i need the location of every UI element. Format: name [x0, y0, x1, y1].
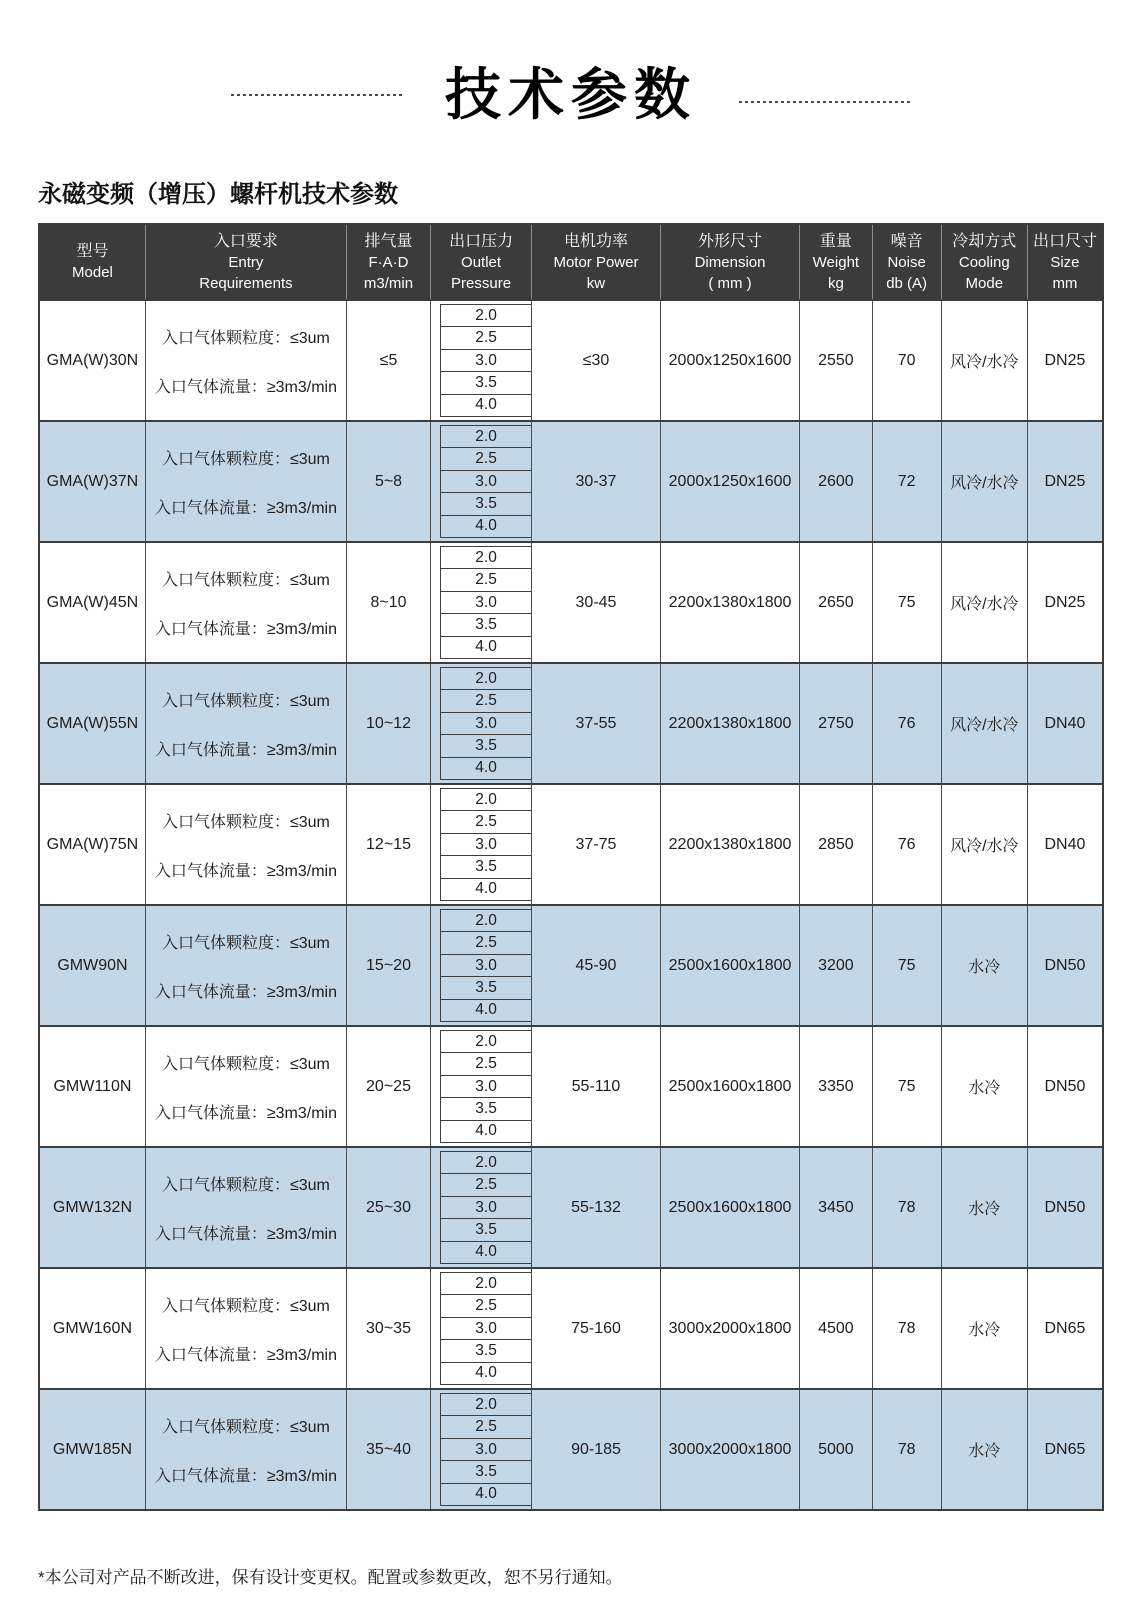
pressure-value: 2.0	[440, 909, 531, 932]
noise-cell: 75	[872, 1026, 941, 1147]
fad-cell: 25~30	[346, 1147, 430, 1268]
page-title: 技术参数	[445, 63, 697, 127]
entry-line: 入口气体颗粒度：≤3um	[161, 329, 330, 347]
pressure-stack	[431, 1390, 531, 1509]
fad-cell: 12~15	[346, 784, 430, 905]
pressure-value: 3.5	[440, 855, 531, 878]
column-header-5	[660, 224, 799, 300]
weight-cell: 3200	[800, 905, 872, 1026]
outlet-pressure-cell	[431, 542, 532, 663]
table-row-GMA(W)37N	[39, 421, 1103, 542]
entry-requirements-cell	[145, 1389, 346, 1510]
entry-line: 入口气体颗粒度：≤3um	[161, 1055, 330, 1073]
column-header-6	[800, 224, 872, 300]
dimension-cell: 3000x2000x1800	[660, 1268, 799, 1389]
entry-lines	[146, 1269, 346, 1388]
fad-cell: 15~20	[346, 905, 430, 1026]
fad-cell: ≤5	[346, 300, 430, 421]
outlet-pressure-cell	[431, 1389, 532, 1510]
model-cell: GMA(W)75N	[39, 784, 145, 905]
pressure-value: 2.0	[440, 788, 531, 811]
entry-line: 入口气体颗粒度：≤3um	[161, 813, 330, 831]
column-header-en: Requirements	[199, 274, 293, 292]
noise-cell: 75	[872, 905, 941, 1026]
entry-requirements-cell	[145, 784, 346, 905]
weight-cell: 2600	[800, 421, 872, 542]
table-header-row	[39, 224, 1103, 300]
motor-power-cell: 30-37	[532, 421, 661, 542]
dimension-cell: 2200x1380x1800	[660, 663, 799, 784]
weight-cell: 2850	[800, 784, 872, 905]
pressure-value: 3.0	[440, 1317, 531, 1340]
table-row-GMA(W)30N	[39, 300, 1103, 421]
cooling-mode-cell: 水冷	[941, 905, 1027, 1026]
outlet-pressure-cell	[431, 1026, 532, 1147]
pressure-value: 3.5	[440, 613, 531, 636]
entry-line: 入口气体流量：≥3m3/min	[154, 1346, 337, 1364]
noise-cell: 76	[872, 663, 941, 784]
cooling-mode-cell: 风冷/水冷	[941, 542, 1027, 663]
weight-cell: 2750	[800, 663, 872, 784]
cooling-mode-cell: 风冷/水冷	[941, 784, 1027, 905]
entry-line: 入口气体颗粒度：≤3um	[161, 1297, 330, 1315]
noise-cell: 78	[872, 1389, 941, 1510]
table-row-GMA(W)45N	[39, 542, 1103, 663]
outlet-size-cell: DN50	[1027, 1147, 1103, 1268]
pressure-value: 3.5	[440, 1218, 531, 1241]
column-header-en: Model	[72, 264, 113, 282]
pressure-value: 2.0	[440, 667, 531, 690]
column-header-en: m3/min	[363, 274, 414, 292]
noise-cell: 76	[872, 784, 941, 905]
noise-cell: 78	[872, 1268, 941, 1389]
column-header-en: Cooling	[958, 254, 1010, 272]
fad-cell: 20~25	[346, 1026, 430, 1147]
noise-cell: 78	[872, 1147, 941, 1268]
noise-cell: 75	[872, 542, 941, 663]
pressure-value: 3.0	[440, 1075, 531, 1098]
column-header-en: Size	[1050, 254, 1080, 272]
outlet-size-cell: DN50	[1027, 1026, 1103, 1147]
dimension-cell: 2000x1250x1600	[660, 421, 799, 542]
spec-table	[38, 223, 1104, 1511]
pressure-value: 3.0	[440, 349, 531, 372]
pressure-value: 2.0	[440, 1393, 531, 1416]
column-header-en: kg	[827, 274, 844, 292]
column-header-en: Noise	[887, 254, 926, 272]
column-header-en: Motor Power	[553, 254, 639, 272]
model-cell: GMW160N	[39, 1268, 145, 1389]
model-cell: GMA(W)55N	[39, 663, 145, 784]
pressure-value: 2.5	[440, 931, 531, 954]
cooling-mode-cell: 风冷/水冷	[941, 421, 1027, 542]
pressure-value: 2.5	[440, 326, 531, 349]
table-row-GMA(W)75N	[39, 784, 1103, 905]
column-header-zh: 电机功率	[563, 233, 628, 251]
column-header-8	[941, 224, 1027, 300]
pressure-value: 2.0	[440, 304, 531, 327]
motor-power-cell: 55-132	[532, 1147, 661, 1268]
pressure-value: 2.0	[440, 1272, 531, 1295]
motor-power-cell: 45-90	[532, 905, 661, 1026]
title-right-dash	[739, 101, 911, 103]
pressure-value: 2.5	[440, 1294, 531, 1317]
entry-lines	[146, 1148, 346, 1267]
outlet-size-cell: DN25	[1027, 300, 1103, 421]
entry-lines	[146, 785, 346, 904]
pressure-value: 3.5	[440, 1097, 531, 1120]
entry-line: 入口气体流量：≥3m3/min	[154, 499, 337, 517]
entry-lines	[146, 1390, 346, 1509]
outlet-pressure-cell	[431, 1268, 532, 1389]
motor-power-cell: 90-185	[532, 1389, 661, 1510]
cooling-mode-cell: 水冷	[941, 1389, 1027, 1510]
pressure-value: 2.5	[440, 689, 531, 712]
entry-lines	[146, 422, 346, 541]
pressure-value: 4.0	[440, 1362, 531, 1385]
column-header-3	[431, 224, 532, 300]
entry-lines	[146, 906, 346, 1025]
outlet-size-cell: DN65	[1027, 1268, 1103, 1389]
entry-line: 入口气体颗粒度：≤3um	[161, 1418, 330, 1436]
column-header-zh: 出口压力	[449, 233, 514, 251]
pressure-stack	[431, 664, 531, 783]
entry-lines	[146, 664, 346, 783]
fad-cell: 8~10	[346, 542, 430, 663]
column-header-zh: 噪音	[890, 233, 923, 251]
pressure-value: 4.0	[440, 1241, 531, 1264]
column-header-en: ( mm )	[708, 274, 752, 292]
pressure-stack	[431, 422, 531, 541]
model-cell: GMW110N	[39, 1026, 145, 1147]
weight-cell: 5000	[800, 1389, 872, 1510]
column-header-zh: 冷却方式	[952, 233, 1017, 251]
dimension-cell: 2200x1380x1800	[660, 542, 799, 663]
dimension-cell: 2000x1250x1600	[660, 300, 799, 421]
outlet-size-cell: DN25	[1027, 421, 1103, 542]
model-cell: GMW185N	[39, 1389, 145, 1510]
entry-requirements-cell	[145, 905, 346, 1026]
table-body	[39, 300, 1103, 1510]
outlet-pressure-cell	[431, 1147, 532, 1268]
column-header-en: mm	[1052, 274, 1078, 292]
motor-power-cell: 30-45	[532, 542, 661, 663]
noise-cell: 70	[872, 300, 941, 421]
weight-cell: 3450	[800, 1147, 872, 1268]
motor-power-cell: 75-160	[532, 1268, 661, 1389]
column-header-zh: 排气量	[364, 233, 413, 251]
model-cell: GMW90N	[39, 905, 145, 1026]
pressure-value: 2.0	[440, 546, 531, 569]
cooling-mode-cell: 水冷	[941, 1147, 1027, 1268]
entry-requirements-cell	[145, 1147, 346, 1268]
column-header-zh: 外形尺寸	[698, 233, 763, 251]
entry-requirements-cell	[145, 663, 346, 784]
column-header-4	[532, 224, 661, 300]
cooling-mode-cell: 水冷	[941, 1268, 1027, 1389]
page-title-block	[0, 0, 1142, 140]
pressure-value: 3.5	[440, 976, 531, 999]
cooling-mode-cell: 风冷/水冷	[941, 663, 1027, 784]
entry-line: 入口气体流量：≥3m3/min	[154, 983, 337, 1001]
pressure-value: 2.5	[440, 810, 531, 833]
pressure-stack	[431, 543, 531, 662]
table-header	[39, 224, 1103, 300]
outlet-pressure-cell	[431, 784, 532, 905]
pressure-stack	[431, 1148, 531, 1267]
pressure-value: 3.0	[440, 954, 531, 977]
outlet-pressure-cell	[431, 905, 532, 1026]
entry-requirements-cell	[145, 542, 346, 663]
column-header-en: Outlet	[461, 254, 502, 272]
column-header-zh: 型号	[76, 243, 109, 261]
entry-line: 入口气体流量：≥3m3/min	[154, 741, 337, 759]
outlet-pressure-cell	[431, 421, 532, 542]
pressure-value: 4.0	[440, 394, 531, 417]
pressure-value: 3.0	[440, 591, 531, 614]
cooling-mode-cell: 风冷/水冷	[941, 300, 1027, 421]
pressure-value: 3.5	[440, 1339, 531, 1362]
fad-cell: 35~40	[346, 1389, 430, 1510]
outlet-size-cell: DN40	[1027, 784, 1103, 905]
entry-line: 入口气体颗粒度：≤3um	[161, 934, 330, 952]
weight-cell: 2650	[800, 542, 872, 663]
column-header-7	[872, 224, 941, 300]
column-header-9	[1027, 224, 1103, 300]
pressure-value: 3.0	[440, 1196, 531, 1219]
title-left-dash	[231, 94, 403, 96]
pressure-value: 3.5	[440, 371, 531, 394]
table-row-GMW90N	[39, 905, 1103, 1026]
outlet-pressure-cell	[431, 663, 532, 784]
column-header-en: Mode	[965, 274, 1004, 292]
column-header-zh: 重量	[819, 233, 852, 251]
table-row-GMW160N	[39, 1268, 1103, 1389]
pressure-value: 2.0	[440, 1030, 531, 1053]
weight-cell: 2550	[800, 300, 872, 421]
entry-line: 入口气体颗粒度：≤3um	[161, 450, 330, 468]
dimension-cell: 2200x1380x1800	[660, 784, 799, 905]
cooling-mode-cell: 水冷	[941, 1026, 1027, 1147]
motor-power-cell: 37-75	[532, 784, 661, 905]
column-header-en: Pressure	[451, 274, 512, 292]
entry-line: 入口气体流量：≥3m3/min	[154, 620, 337, 638]
column-header-1	[145, 224, 346, 300]
pressure-value: 3.5	[440, 492, 531, 515]
outlet-size-cell: DN65	[1027, 1389, 1103, 1510]
entry-line: 入口气体颗粒度：≤3um	[161, 692, 330, 710]
entry-line: 入口气体颗粒度：≤3um	[161, 571, 330, 589]
entry-line: 入口气体流量：≥3m3/min	[154, 1104, 337, 1122]
table-row-GMW110N	[39, 1026, 1103, 1147]
outlet-size-cell: DN50	[1027, 905, 1103, 1026]
weight-cell: 4500	[800, 1268, 872, 1389]
pressure-stack	[431, 785, 531, 904]
weight-cell: 3350	[800, 1026, 872, 1147]
entry-line: 入口气体流量：≥3m3/min	[154, 1467, 337, 1485]
column-header-en: Dimension	[694, 254, 766, 272]
pressure-value: 3.5	[440, 734, 531, 757]
motor-power-cell: 55-110	[532, 1026, 661, 1147]
dimension-cell: 2500x1600x1800	[660, 1026, 799, 1147]
column-header-en: Weight	[812, 254, 860, 272]
entry-requirements-cell	[145, 421, 346, 542]
model-cell: GMA(W)30N	[39, 300, 145, 421]
entry-line: 入口气体流量：≥3m3/min	[154, 1225, 337, 1243]
pressure-stack	[431, 301, 531, 420]
model-cell: GMA(W)37N	[39, 421, 145, 542]
pressure-value: 2.0	[440, 1151, 531, 1174]
pressure-value: 4.0	[440, 1483, 531, 1506]
column-header-en: db (A)	[886, 274, 928, 292]
motor-power-cell: ≤30	[532, 300, 661, 421]
motor-power-cell: 37-55	[532, 663, 661, 784]
pressure-value: 4.0	[440, 999, 531, 1022]
fad-cell: 10~12	[346, 663, 430, 784]
noise-cell: 72	[872, 421, 941, 542]
pressure-value: 3.0	[440, 833, 531, 856]
outlet-size-cell: DN40	[1027, 663, 1103, 784]
pressure-value: 2.5	[440, 1173, 531, 1196]
entry-line: 入口气体颗粒度：≤3um	[161, 1176, 330, 1194]
dimension-cell: 2500x1600x1800	[660, 1147, 799, 1268]
pressure-value: 3.0	[440, 470, 531, 493]
pressure-value: 3.0	[440, 1438, 531, 1461]
entry-lines	[146, 301, 346, 420]
dimension-cell: 2500x1600x1800	[660, 905, 799, 1026]
fad-cell: 30~35	[346, 1268, 430, 1389]
model-cell: GMA(W)45N	[39, 542, 145, 663]
entry-lines	[146, 543, 346, 662]
entry-requirements-cell	[145, 1026, 346, 1147]
column-header-0	[39, 224, 145, 300]
fad-cell: 5~8	[346, 421, 430, 542]
pressure-value: 3.0	[440, 712, 531, 735]
column-header-2	[346, 224, 430, 300]
pressure-stack	[431, 906, 531, 1025]
section-subtitle: 永磁变频（增压）螺杆机技术参数	[38, 181, 398, 208]
entry-line: 入口气体流量：≥3m3/min	[154, 378, 337, 396]
pressure-value: 2.0	[440, 425, 531, 448]
outlet-pressure-cell	[431, 300, 532, 421]
model-cell: GMW132N	[39, 1147, 145, 1268]
column-header-en: Entry	[228, 254, 264, 272]
entry-line: 入口气体流量：≥3m3/min	[154, 862, 337, 880]
pressure-value: 2.5	[440, 1052, 531, 1075]
column-header-zh: 入口要求	[213, 233, 278, 251]
pressure-value: 2.5	[440, 447, 531, 470]
pressure-value: 4.0	[440, 636, 531, 659]
pressure-value: 2.5	[440, 1415, 531, 1438]
pressure-value: 4.0	[440, 515, 531, 538]
pressure-value: 2.5	[440, 568, 531, 591]
pressure-value: 4.0	[440, 757, 531, 780]
entry-requirements-cell	[145, 300, 346, 421]
pressure-value: 3.5	[440, 1460, 531, 1483]
footnote: *本公司对产品不断改进，保有设计变更权。配置或参数更改，恕不另行通知。	[38, 1568, 623, 1587]
pressure-value: 4.0	[440, 1120, 531, 1143]
table-row-GMW132N	[39, 1147, 1103, 1268]
outlet-size-cell: DN25	[1027, 542, 1103, 663]
entry-lines	[146, 1027, 346, 1146]
table-row-GMW185N	[39, 1389, 1103, 1510]
column-header-en: F·A·D	[368, 254, 409, 272]
pressure-stack	[431, 1027, 531, 1146]
pressure-stack	[431, 1269, 531, 1388]
pressure-value: 4.0	[440, 878, 531, 901]
column-header-zh: 出口尺寸	[1032, 233, 1097, 251]
table-row-GMA(W)55N	[39, 663, 1103, 784]
column-header-en: kw	[586, 274, 606, 292]
entry-requirements-cell	[145, 1268, 346, 1389]
dimension-cell: 3000x2000x1800	[660, 1389, 799, 1510]
